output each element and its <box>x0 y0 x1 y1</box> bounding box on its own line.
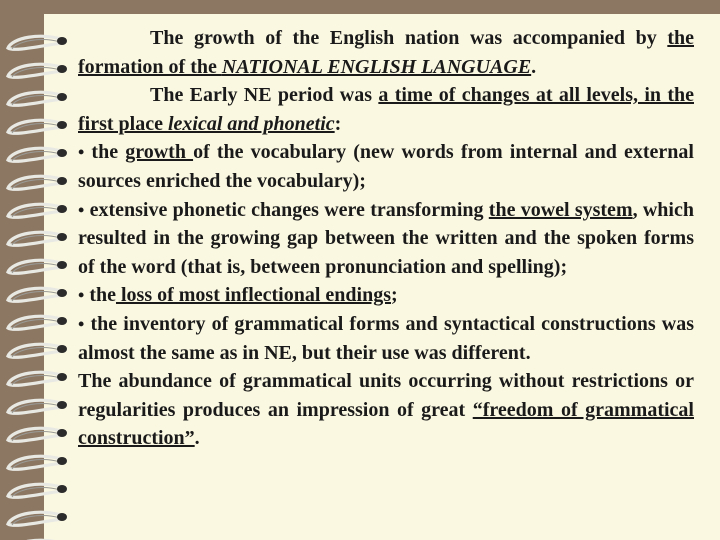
spiral-ring-icon <box>8 372 64 385</box>
binding-hole-icon <box>57 37 67 45</box>
binding-hole-icon <box>57 205 67 213</box>
bullet-grammatical-forms: • the inventory of grammatical forms and syntactical constructions was almost the same as in NE, but their use was different. <box>78 312 694 364</box>
paragraph-early-ne: The Early NE period was a time of changes at all levels, in the first place lexical and phonetic: <box>78 84 694 135</box>
binding-hole-icon <box>57 513 67 521</box>
spiral-ring-icon <box>8 344 64 357</box>
spiral-ring-icon <box>8 288 64 301</box>
spiral-ring-icon <box>8 204 64 217</box>
spiral-ring-icon <box>8 120 64 133</box>
spiral-ring-icon <box>8 64 64 77</box>
spiral-ring-icon <box>8 456 64 469</box>
bullet-vocabulary: • the growth of the vocabulary (new words from internal and external sources enriched the vocabulary); <box>78 141 694 192</box>
binding-hole-icon <box>57 345 67 353</box>
spiral-ring-icon <box>8 400 64 413</box>
spiral-ring-icon <box>8 316 64 329</box>
binding-hole-icon <box>57 457 67 465</box>
spiral-ring-icon <box>8 36 64 49</box>
binding-hole-icon <box>57 401 67 409</box>
binding-hole-icon <box>57 485 67 493</box>
paragraph-freedom: The abundance of grammatical units occurring without restrictions or regularities produces an impression of great “freedom of grammatical construction”. <box>78 370 694 450</box>
binding-hole-icon <box>57 429 67 437</box>
binding-hole-icon <box>57 373 67 381</box>
binding-hole-icon <box>57 317 67 325</box>
paragraph-national-language: The growth of the English nation was accompanied by the formation of the NATIONAL ENGLISH LANGUAGE. <box>78 27 694 78</box>
bullet-vowel-system: • extensive phonetic changes were transforming the vowel system, which resulted in the growing gap between the written and the spoken forms of the word (that is, between pronunciation and spelling); <box>78 198 694 278</box>
spiral-ring-icon <box>8 92 64 105</box>
binding-hole-icon <box>57 289 67 297</box>
spiral-ring-icon <box>8 428 64 441</box>
spiral-ring-icon <box>8 148 64 161</box>
binding-hole-icon <box>57 233 67 241</box>
binding-hole-icon <box>57 261 67 269</box>
spiral-ring-icon <box>8 512 64 525</box>
binding-hole-icon <box>57 177 67 185</box>
spiral-ring-icon <box>8 176 64 189</box>
spiral-binding-icon <box>0 0 80 540</box>
binding-hole-icon <box>57 149 67 157</box>
slide-text <box>78 24 694 453</box>
spiral-ring-icon <box>8 260 64 273</box>
bullet-inflectional-endings: • the loss of most inflectional endings; <box>78 284 398 307</box>
binding-hole-icon <box>57 65 67 73</box>
spiral-ring-icon <box>8 232 64 245</box>
binding-hole-icon <box>57 121 67 129</box>
binding-hole-icon <box>57 93 67 101</box>
spiral-ring-icon <box>8 484 64 497</box>
